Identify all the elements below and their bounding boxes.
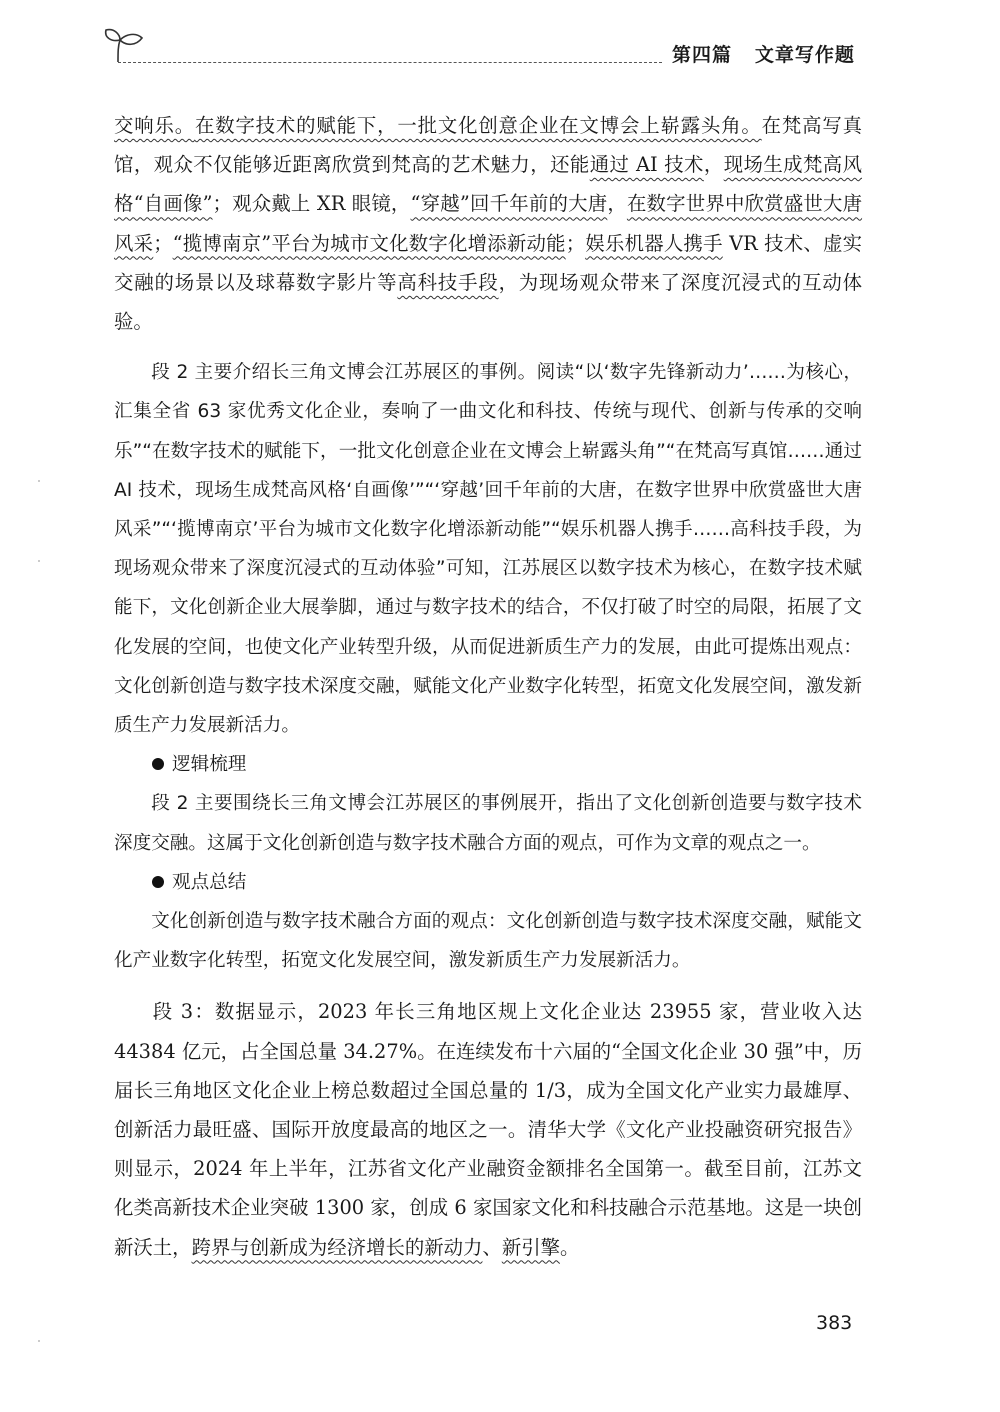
text-run: 。 xyxy=(559,1235,580,1259)
underlined-phrase: “穿越”回千年前的大唐 xyxy=(410,192,608,216)
underlined-phrase: 在数字世界中欣赏盛世大唐风采 xyxy=(114,192,863,255)
bullet-summary xyxy=(114,863,862,902)
text-run: 在梵高写真馆，观众不仅能够近距离欣赏到梵高的艺术魅力，还能 xyxy=(114,114,863,177)
underlined-phrase: 交响乐。 xyxy=(114,114,195,137)
page-content xyxy=(114,106,862,1267)
section-title: 第四篇 文章写作题 xyxy=(672,44,855,66)
paragraph-logic: 段 2 主要围绕长三角文博会江苏展区的事例展开，指出了文化创新创造要与数字技术深度交融。这属于文化创新创造与数字技术融合方面的观点，可作为文章的观点之一。 xyxy=(114,793,862,854)
bullet-summary-label: 观点总结 xyxy=(172,871,247,893)
text-run: ；观众戴上 XR 眼镜， xyxy=(212,192,411,216)
header-rule xyxy=(118,62,662,63)
text-run: 、 xyxy=(482,1235,502,1259)
underlined-phrase: 在数字技术的赋能下，一批文化创意企业在文博会上崭露头角。 xyxy=(194,114,762,137)
margin-dot xyxy=(38,560,40,562)
bullet-logic xyxy=(114,745,862,784)
paragraph-case-excerpt xyxy=(114,106,862,341)
bullet-logic-label: 逻辑梳理 xyxy=(172,754,247,776)
paragraph-section3 xyxy=(114,992,862,1266)
underlined-phrase: 通过 AI 技术 xyxy=(589,153,704,177)
bullet-icon xyxy=(152,876,164,888)
underlined-phrase: 现场生成梵高风格“自画像” xyxy=(114,153,863,216)
underlined-phrase: 娱乐机器人携手 xyxy=(585,231,723,255)
margin-dot xyxy=(38,480,40,482)
bullet-icon xyxy=(152,758,164,770)
text-run: 段 3：数据显示，2023 年长三角地区规上文化企业达 23955 家，营业收入达 44384 亿元，占全国总量 34.27%。在连续发布十六届的“全国文化企业 30 强”中，历届长三角地区文化企业上榜总数超过全国总量的 1/3，成为全国文化产业实力最雄厚、创新活力最旺盛、国际开放度最高的地区之一。清华大学《文化产业投融资研究报告》则显示，2024 年上半年，江苏省文化产业融资金额排名全国第一。截至目前，江苏文化类高新技术企业突破 1300 家，创成 6 家国家文化和科技融合示范基地。这是一块创新沃土， xyxy=(114,1000,862,1259)
text-run: VR 技术、虚实交融的场景以及球幕数字影片等 xyxy=(114,231,863,294)
text-run: ， xyxy=(703,153,724,177)
underlined-phrase: 高科技手段 xyxy=(397,270,499,294)
text-run: ， xyxy=(607,192,627,216)
sprout-icon xyxy=(100,22,148,62)
text-run: ； xyxy=(565,231,586,255)
page-number: 383 xyxy=(816,1312,853,1334)
paragraph-analysis: 段 2 主要介绍长三角文博会江苏展区的事例。阅读“以‘数字先锋新动力’……为核心，汇集全省 63 家优秀文化企业，奏响了一曲文化和科技、传统与现代、创新与传承的交响乐”“在数字技术的赋能下，一批文化创意企业在文博会上崭露头角”“在梵高写真馆……通过 AI 技术，现场生成梵高风格‘自画像’”“‘穿越’回千年前的大唐，在数字世界中欣赏盛世大唐风采”“‘揽博南京’平台为城市文化数字化增添新动能”“娱乐机器人携手……高科技手段，为现场观众带来了深度沉浸式的互动体验”可知，江苏展区以数字技术为核心，在数字技术赋能下，文化创新企业大展拳脚，通过与数字技术的结合，不仅打破了时空的局限，拓展了文化发展的空间，也使文化产业转型升级，从而促进新质生产力的发展，由此可提炼出观点：文化创新创造与数字技术深度交融，赋能文化产业数字化转型，拓宽文化发展空间，激发新质生产力发展新活力。 xyxy=(114,362,862,737)
margin-dot xyxy=(38,1340,40,1342)
text-run: ，为现场观众带来了深度沉浸式的互动体验。 xyxy=(114,270,863,334)
page-header xyxy=(0,0,1000,90)
paragraph-summary: 文化创新创造与数字技术融合方面的观点：文化创新创造与数字技术深度交融，赋能文化产业数字化转型，拓宽文化发展空间，激发新质生产力发展新活力。 xyxy=(114,911,862,972)
text-run: ； xyxy=(153,231,173,255)
underlined-phrase: 新引擎 xyxy=(501,1235,560,1259)
underlined-phrase: 跨界与创新成为经济增长的新动力 xyxy=(191,1235,483,1259)
underlined-phrase: “揽博南京”平台为城市文化数字化增添新动能 xyxy=(172,231,566,255)
